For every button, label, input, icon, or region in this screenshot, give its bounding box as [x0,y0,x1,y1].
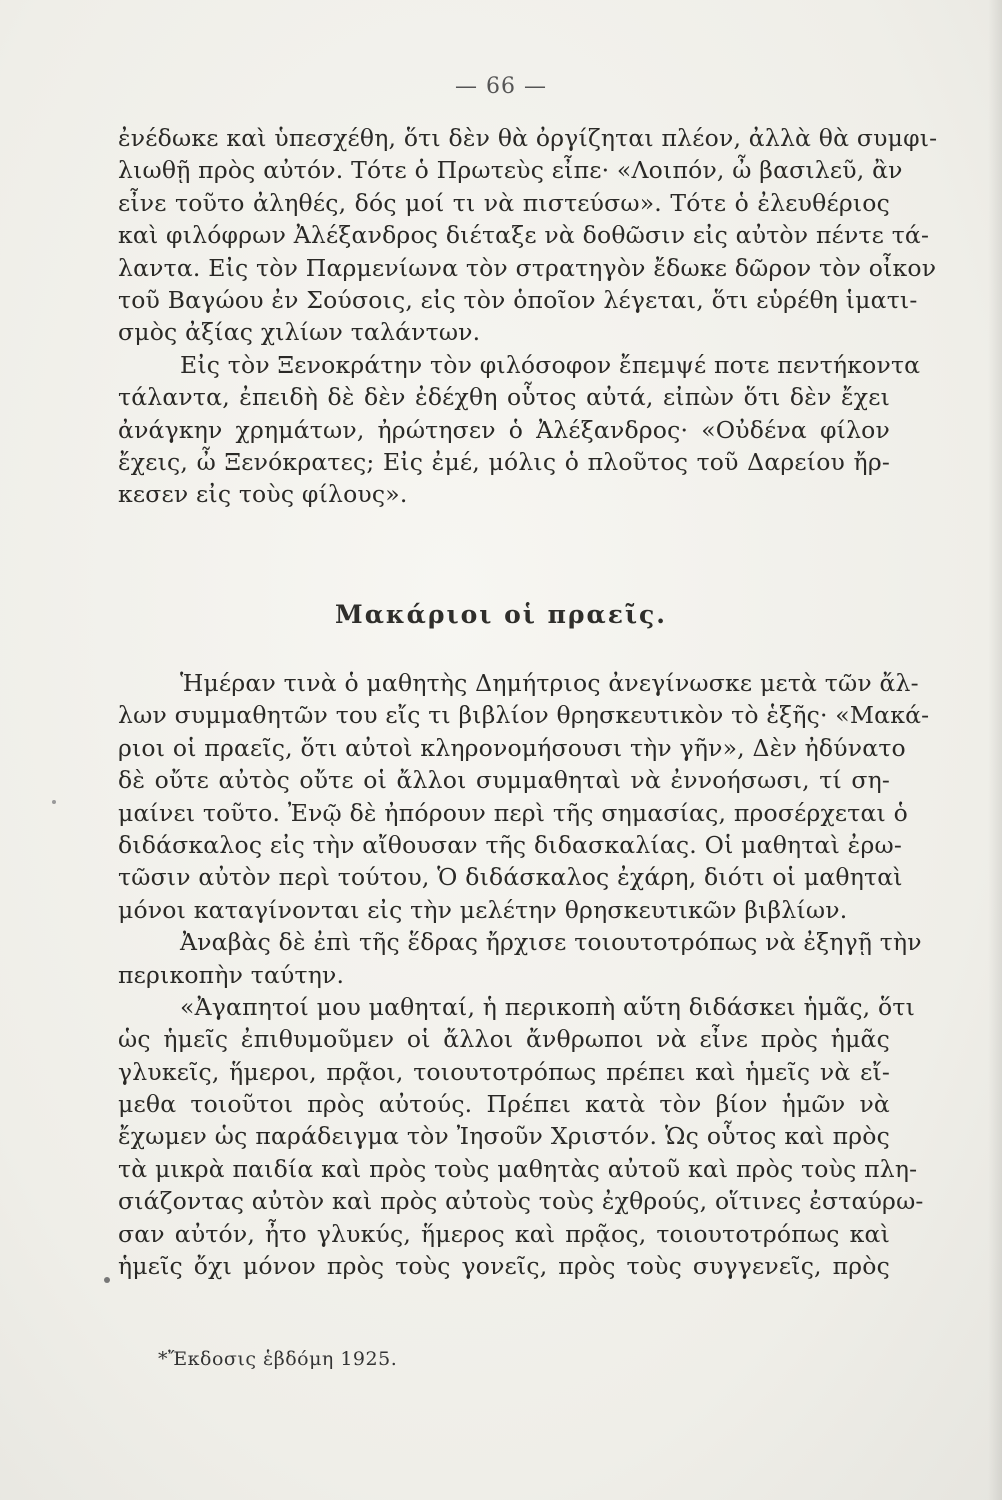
text-line: περικοπὴν ταύτην. [118,960,345,989]
text-line: τὰ μικρὰ παιδία καὶ πρὸς τοὺς μαθητὰς αὐτοῦ καὶ πρὸς τοὺς πλη- [118,1154,918,1183]
text-line: μεθα τοιοῦτοι πρὸς αὐτούς. Πρέπει κατὰ τὸν βίον ἡμῶν νὰ [118,1090,890,1119]
text-line: λων συμμαθητῶν του εἴς τι βιβλίον θρησκευτικὸν τὸ ἑξῆς· «Μακά- [118,701,930,730]
page-number: — 66 — [455,74,547,99]
text-line: ἐνέδωκε καὶ ὑπεσχέθη, ὅτι δὲν θὰ ὀργίζηται πλέον, ἀλλὰ θὰ συμφι- [118,124,938,152]
text-line: καὶ φιλόφρων Ἀλέξανδρος διέταξε νὰ δοθῶσιν εἰς αὐτὸν πέντε τά- [118,221,930,250]
footnote: *Ἔκδοσις ἑβδόμη 1925. [158,1348,398,1370]
text-line: Εἰς τὸν Ξενοκράτην τὸν φιλόσοφον ἔπεμψέ ποτε πεντήκοντα [180,350,921,379]
section-heading: Μακάριοι οἱ πραεῖς. [335,600,667,629]
text-block-part1 [118,122,938,511]
text-line: σμὸς ἀξίας χιλίων ταλάντων. [118,318,481,347]
text-line: σιάζοντας αὐτὸν καὶ πρὸς αὐτοὺς τοὺς ἐχθρούς, οἵτινες ἐσταύρω- [118,1187,924,1216]
text-line: ὡς ἡμεῖς ἐπιθυμοῦμεν οἱ ἄλλοι ἄνθρωποι νὰ εἶνε πρὸς ἡμᾶς [118,1025,890,1054]
text-line: ριοι οἱ πραεῖς, ὅτι αὐτοὶ κληρονομήσουσι τὴν γῆν», Δὲν ἠδύνατο [118,733,906,762]
text-line: γλυκεῖς, ἥμεροι, πρᾷοι, τοιουτοτρόπως πρέπει καὶ ἡμεῖς νὰ εἴ- [118,1057,890,1086]
text-line: διδάσκαλος εἰς τὴν αἴθουσαν τῆς διδασκαλίας. Οἱ μαθηταὶ ἐρω- [118,830,903,859]
ink-speck [104,1277,110,1283]
text-line: «Ἀγαπητοί μου μαθηταί, ἡ περικοπὴ αὕτη διδάσκει ἡμᾶς, ὅτι [180,992,915,1021]
text-line: ἔχεις, ὦ Ξενόκρατες; Εἰς ἐμέ, μόλις ὁ πλοῦτος τοῦ Δαρείου ἤρ- [118,447,890,476]
text-line: τάλαντα, ἐπειδὴ δὲ δὲν ἐδέχθη οὗτος αὐτά, εἰπὼν ὅτι δὲν ἔχει [118,383,890,412]
text-line: τοῦ Βαγώου ἐν Σούσοις, εἰς τὸν ὁποῖον λέγεται, ὅτι εὑρέθη ἱματι- [118,285,918,314]
text-line: κεσεν εἰς τοὺς φίλους». [118,480,408,509]
text-line: εἶνε τοῦτο ἀληθές, δός μοί τι νὰ πιστεύσω». Τότε ὁ ἐλευθέριος [118,188,890,217]
text-line: τῶσιν αὐτὸν περὶ τούτου, Ὁ διδάσκαλος ἐχάρη, διότι οἱ μαθηταὶ [118,863,903,892]
text-line: λαντα. Εἰς τὸν Παρμενίωνα τὸν στρατηγὸν ἔδωκε δῶρον τὸν οἶκον [118,253,937,282]
text-line: Ἡμέραν τινὰ ὁ μαθητὴς Δημήτριος ἀνεγίνωσκε μετὰ τῶν ἄλ- [180,669,919,697]
text-line: ἡμεῖς ὄχι μόνον πρὸς τοὺς γονεῖς, πρὸς τοὺς συγγενεῖς, πρὸς [118,1252,890,1281]
text-line: ἀνάγκην χρημάτων, ἠρώτησεν ὁ Ἀλέξανδρος· «Οὐδένα φίλον [118,415,890,444]
text-line: Ἀναβὰς δὲ ἐπὶ τῆς ἕδρας ἤρχισε τοιουτοτρόπως νὰ ἐξηγῇ τὴν [180,928,922,957]
ink-speck [52,800,56,804]
text-line: σαν αὐτόν, ἦτο γλυκύς, ἥμερος καὶ πρᾷος, τοιουτοτρόπως καὶ [118,1219,890,1248]
text-line: ἔχωμεν ὡς παράδειγμα τὸν Ἰησοῦν Χριστόν. Ὡς οὗτος καὶ πρὸς [118,1122,890,1151]
text-line: μόνοι καταγίνονται εἰς τὴν μελέτην θρησκευτικῶν βιβλίων. [118,895,848,924]
text-line: δὲ οὔτε αὐτὸς οὔτε οἱ ἄλλοι συμμαθηταὶ νὰ ἐννοήσωσι, τί ση- [118,766,890,795]
text-line: λιωθῇ πρὸς αὐτόν. Τότε ὁ Πρωτεὺς εἶπε· «Λοιπόν, ὦ βασιλεῦ, ἂν [118,156,903,185]
text-line: μαίνει τοῦτο. Ἐνῷ δὲ ἠπόρουν περὶ τῆς σημασίας, προσέρχεται ὁ [118,798,908,827]
page-edge-shadow [988,0,1002,1500]
text-block-part2 [118,667,930,1282]
